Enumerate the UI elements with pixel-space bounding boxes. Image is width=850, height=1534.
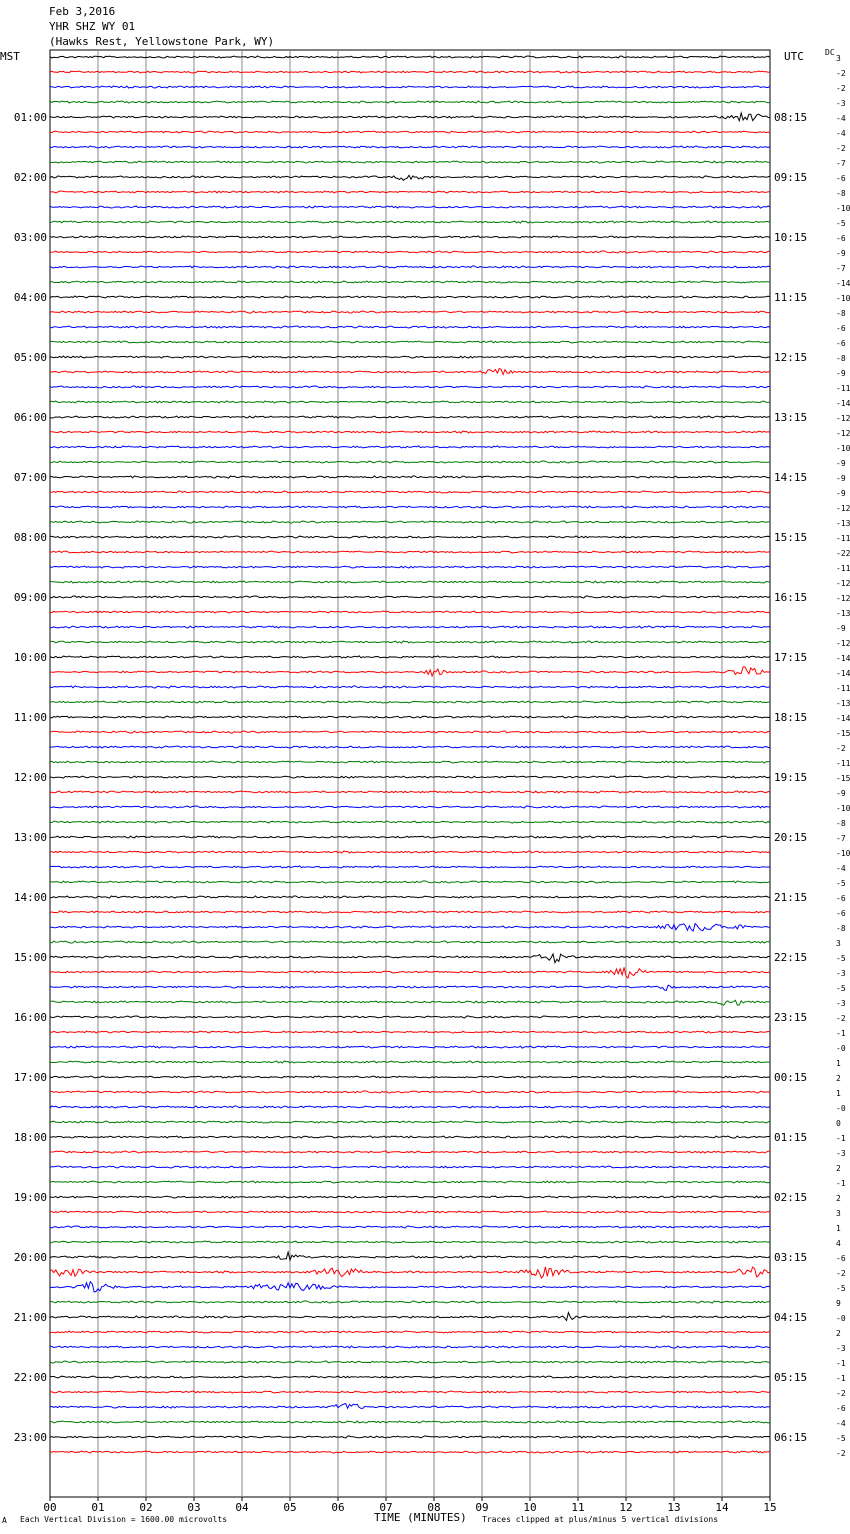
seismic-trace [50, 596, 770, 598]
right-hour-label: 23:15 [774, 1011, 808, 1024]
header-date: Feb 3,2016 [49, 5, 116, 18]
seismic-trace [50, 1181, 770, 1183]
seismic-trace [50, 1136, 770, 1138]
seismic-trace [50, 581, 770, 583]
seismic-trace [50, 1196, 770, 1198]
dc-offset-value: -12 [836, 414, 850, 423]
right-hour-label: 00:15 [774, 1071, 808, 1084]
dc-offset-value: -1 [836, 1374, 846, 1383]
seismic-trace [50, 746, 770, 748]
seismic-trace [50, 1301, 770, 1303]
seismic-trace [50, 236, 770, 238]
seismic-trace [50, 175, 770, 180]
seismic-trace [50, 101, 770, 103]
x-tick-label: 04 [235, 1501, 249, 1514]
dc-offset-value: -11 [836, 384, 850, 393]
seismic-trace [50, 1451, 770, 1453]
seismic-trace [50, 881, 770, 883]
seismic-trace [50, 821, 770, 823]
right-hour-label: 11:15 [774, 291, 808, 304]
dc-offset-value: 3 [836, 939, 841, 948]
seismic-trace [50, 1252, 770, 1260]
seismic-trace [50, 806, 770, 808]
right-hour-label: 10:15 [774, 231, 808, 244]
left-hour-label: 20:00 [13, 1251, 47, 1264]
dc-offset-value: -3 [836, 99, 846, 108]
dc-offset-value: -6 [836, 234, 846, 243]
dc-offset-value: -2 [836, 1014, 846, 1023]
dc-offset-value: -11 [836, 564, 850, 573]
seismic-trace [50, 851, 770, 853]
scale-marker: A [2, 1516, 7, 1525]
seismic-trace [50, 281, 770, 283]
seismic-trace [50, 446, 770, 448]
dc-offset-value: -13 [836, 699, 850, 708]
scale-note: Each Vertical Division = 1600.00 microvolts [20, 1515, 228, 1524]
seismic-trace [50, 1346, 770, 1348]
left-hour-label: 17:00 [13, 1071, 47, 1084]
dc-offset-value: -9 [836, 624, 846, 633]
dc-offset-value: -6 [836, 1404, 846, 1413]
seismic-trace [50, 113, 770, 121]
x-tick-label: 03 [187, 1501, 201, 1514]
left-hour-label: 03:00 [13, 231, 47, 244]
left-hour-label: 13:00 [13, 831, 47, 844]
dc-offset-value: 9 [836, 1299, 841, 1308]
seismic-trace [50, 667, 770, 676]
right-hour-label: 02:15 [774, 1191, 808, 1204]
seismic-trace [50, 1016, 770, 1018]
left-hour-label: 19:00 [13, 1191, 47, 1204]
dc-offset-value: -11 [836, 534, 850, 543]
right-hour-label: 05:15 [774, 1371, 808, 1384]
dc-offset-value: -11 [836, 759, 850, 768]
left-hour-label: 04:00 [13, 291, 47, 304]
trace-group [50, 56, 770, 1453]
dc-offset-value: -5 [836, 1434, 846, 1443]
left-hour-label: 18:00 [13, 1131, 47, 1144]
dc-offset-value: -14 [836, 399, 850, 408]
dc-offset-value: -14 [836, 669, 850, 678]
seismic-trace [50, 836, 770, 838]
dc-offset-value: -3 [836, 1149, 846, 1158]
seismic-trace [50, 521, 770, 523]
dc-offset-value: -2 [836, 744, 846, 753]
seismic-trace [50, 386, 770, 388]
seismic-trace [50, 1151, 770, 1153]
dc-offset-value: -9 [836, 474, 846, 483]
seismic-trace [50, 1046, 770, 1048]
dc-offset-value: -8 [836, 924, 846, 933]
dc-offset-value: -1 [836, 1134, 846, 1143]
dc-offset-value: -12 [836, 579, 850, 588]
left-hour-label: 16:00 [13, 1011, 47, 1024]
x-tick-label: 05 [283, 1501, 297, 1514]
seismic-trace [50, 954, 770, 963]
seismic-trace [50, 1267, 770, 1278]
dc-offset-header: DC [825, 48, 835, 57]
x-tick-label: 02 [139, 1501, 153, 1514]
header-location: (Hawks Rest, Yellowstone Park, WY) [49, 35, 275, 48]
left-hour-label: 11:00 [13, 711, 47, 724]
dc-offset-value: -3 [836, 1344, 846, 1353]
dc-offset-value: -2 [836, 1449, 846, 1458]
right-hour-label: 17:15 [774, 651, 808, 664]
seismic-trace [50, 626, 770, 628]
right-timezone-label: UTC [784, 50, 804, 63]
seismic-trace [50, 701, 770, 703]
seismic-trace [50, 1361, 770, 1363]
dc-offset-value: 4 [836, 1239, 841, 1248]
dc-offset-value: -13 [836, 609, 850, 618]
seismic-trace [50, 461, 770, 463]
dc-offset-value: -8 [836, 309, 846, 318]
dc-offset-value: -8 [836, 189, 846, 198]
seismic-trace [50, 56, 770, 58]
left-hour-label: 23:00 [13, 1431, 47, 1444]
left-hour-label: 22:00 [13, 1371, 47, 1384]
seismic-trace [50, 896, 770, 898]
dc-offset-value: -1 [836, 1359, 846, 1368]
x-tick-label: 09 [475, 1501, 489, 1514]
right-hour-label: 03:15 [774, 1251, 808, 1264]
seismic-trace [50, 191, 770, 193]
left-hour-label: 09:00 [13, 591, 47, 604]
dc-offset-value: -12 [836, 639, 850, 648]
dc-offset-value: -6 [836, 174, 846, 183]
seismic-trace [50, 431, 770, 433]
dc-offset-value: -6 [836, 339, 846, 348]
dc-offset-value: 1 [836, 1059, 841, 1068]
seismic-trace [50, 311, 770, 313]
x-axis-label: TIME (MINUTES) [374, 1511, 467, 1524]
left-hour-label: 01:00 [13, 111, 47, 124]
dc-offset-value: -6 [836, 1254, 846, 1263]
dc-offset-value: -5 [836, 219, 846, 228]
clip-note: Traces clipped at plus/minus 5 vertical divisions [482, 1515, 719, 1524]
x-tick-label: 11 [571, 1501, 585, 1514]
seismic-trace [50, 356, 770, 358]
right-hour-label: 22:15 [774, 951, 808, 964]
dc-offset-value: -10 [836, 294, 850, 303]
seismic-trace [50, 776, 770, 778]
dc-offset-value: -3 [836, 969, 846, 978]
seismic-trace [50, 1331, 770, 1333]
right-hour-label: 08:15 [774, 111, 808, 124]
seismic-trace [50, 1241, 770, 1243]
left-hour-label: 05:00 [13, 351, 47, 364]
dc-offset-value: -4 [836, 1419, 846, 1428]
dc-offset-value: -14 [836, 654, 850, 663]
dc-offset-value: -0 [836, 1314, 846, 1323]
seismic-trace [50, 251, 770, 253]
seismic-trace [50, 1106, 770, 1108]
seismic-trace [50, 341, 770, 343]
dc-offset-value: -0 [836, 1104, 846, 1113]
x-tick-label: 00 [43, 1501, 57, 1514]
seismic-trace [50, 1421, 770, 1423]
dc-offset-value: -9 [836, 489, 846, 498]
right-hour-label: 16:15 [774, 591, 808, 604]
dc-offset-value: 3 [836, 54, 841, 63]
seismic-trace [50, 476, 770, 478]
label-group [14, 54, 850, 1514]
left-timezone-label: MST [0, 50, 20, 63]
seismic-trace [50, 491, 770, 493]
seismic-trace [50, 1226, 770, 1228]
seismic-trace [50, 791, 770, 793]
dc-offset-value: -2 [836, 144, 846, 153]
x-tick-label: 08 [427, 1501, 441, 1514]
dc-offset-value: 3 [836, 1209, 841, 1218]
seismic-trace [50, 1436, 770, 1438]
left-hour-label: 10:00 [13, 651, 47, 664]
dc-offset-value: -11 [836, 684, 850, 693]
seismic-trace [50, 641, 770, 643]
dc-offset-value: -12 [836, 504, 850, 513]
dc-offset-value: -1 [836, 1029, 846, 1038]
x-tick-label: 01 [91, 1501, 105, 1514]
left-hour-label: 12:00 [13, 771, 47, 784]
seismic-trace [50, 71, 770, 73]
right-hour-label: 09:15 [774, 171, 808, 184]
dc-offset-value: 2 [836, 1329, 841, 1338]
seismic-trace [50, 1166, 770, 1168]
right-hour-label: 14:15 [774, 471, 808, 484]
header-station: YHR SHZ WY 01 [49, 20, 136, 33]
seismic-trace [50, 1376, 770, 1378]
dc-offset-value: -2 [836, 69, 846, 78]
right-hour-label: 06:15 [774, 1431, 808, 1444]
dc-offset-value: -9 [836, 249, 846, 258]
seismic-trace [50, 941, 770, 943]
dc-offset-value: -6 [836, 894, 846, 903]
dc-offset-value: -3 [836, 999, 846, 1008]
dc-offset-value: -4 [836, 114, 846, 123]
seismic-trace [50, 536, 770, 538]
seismic-trace [50, 566, 770, 568]
dc-offset-value: 2 [836, 1074, 841, 1083]
right-hour-label: 12:15 [774, 351, 808, 364]
seismic-trace [50, 206, 770, 208]
right-hour-label: 19:15 [774, 771, 808, 784]
seismic-trace [50, 1404, 770, 1409]
seismic-trace [50, 1000, 770, 1005]
x-tick-label: 15 [763, 1501, 777, 1514]
left-hour-label: 07:00 [13, 471, 47, 484]
seismic-trace [50, 911, 770, 913]
dc-offset-value: -2 [836, 1269, 846, 1278]
dc-offset-value: -0 [836, 1044, 846, 1053]
right-hour-label: 01:15 [774, 1131, 808, 1144]
right-hour-label: 13:15 [774, 411, 808, 424]
dc-offset-value: -12 [836, 594, 850, 603]
right-hour-label: 04:15 [774, 1311, 808, 1324]
seismic-trace [50, 416, 770, 418]
dc-offset-value: -14 [836, 279, 850, 288]
dc-offset-value: -14 [836, 714, 850, 723]
seismic-trace [50, 1313, 770, 1321]
x-tick-label: 07 [379, 1501, 393, 1514]
seismic-trace [50, 1076, 770, 1078]
seismic-trace [50, 296, 770, 298]
x-tick-label: 12 [619, 1501, 633, 1514]
dc-offset-value: -5 [836, 1284, 846, 1293]
seismic-trace [50, 1121, 770, 1123]
dc-offset-value: -1 [836, 1179, 846, 1188]
dc-offset-value: -10 [836, 804, 850, 813]
x-tick-label: 14 [715, 1501, 729, 1514]
dc-offset-value: -5 [836, 954, 846, 963]
dc-offset-value: -7 [836, 834, 846, 843]
dc-offset-value: -8 [836, 354, 846, 363]
seismic-trace [50, 131, 770, 133]
dc-offset-value: -9 [836, 789, 846, 798]
dc-offset-value: -4 [836, 129, 846, 138]
seismic-trace [50, 1061, 770, 1063]
dc-offset-value: -10 [836, 849, 850, 858]
seismic-trace [50, 326, 770, 328]
x-tick-label: 10 [523, 1501, 537, 1514]
right-hour-label: 18:15 [774, 711, 808, 724]
left-hour-label: 06:00 [13, 411, 47, 424]
seismic-trace [50, 401, 770, 403]
seismic-trace [50, 1091, 770, 1093]
dc-offset-value: -4 [836, 864, 846, 873]
dc-offset-value: -15 [836, 774, 850, 783]
seismic-trace [50, 1282, 770, 1292]
dc-offset-value: -15 [836, 729, 850, 738]
dc-offset-value: -7 [836, 159, 846, 168]
seismic-trace [50, 146, 770, 148]
dc-offset-value: -9 [836, 369, 846, 378]
dc-offset-value: -13 [836, 519, 850, 528]
seismic-trace [50, 1031, 770, 1033]
seismic-trace [50, 551, 770, 553]
seismic-trace [50, 369, 770, 375]
dc-offset-value: -12 [836, 429, 850, 438]
dc-offset-value: -2 [836, 1389, 846, 1398]
left-hour-label: 08:00 [13, 531, 47, 544]
left-hour-label: 02:00 [13, 171, 47, 184]
seismic-trace [50, 266, 770, 268]
seismic-trace [50, 221, 770, 223]
dc-offset-value: -22 [836, 549, 850, 558]
dc-offset-value: -10 [836, 204, 850, 213]
seismic-trace [50, 924, 770, 931]
seismic-trace [50, 985, 770, 990]
seismic-trace [50, 716, 770, 718]
dc-offset-value: -7 [836, 264, 846, 273]
dc-offset-value: 1 [836, 1089, 841, 1098]
dc-offset-value: 0 [836, 1119, 841, 1128]
left-hour-label: 15:00 [13, 951, 47, 964]
dc-offset-value: 1 [836, 1224, 841, 1233]
seismic-trace [50, 1211, 770, 1213]
left-hour-label: 14:00 [13, 891, 47, 904]
right-hour-label: 15:15 [774, 531, 808, 544]
dc-offset-value: -2 [836, 84, 846, 93]
seismic-trace [50, 161, 770, 163]
seismic-trace [50, 686, 770, 688]
seismic-trace [50, 866, 770, 868]
seismic-trace [50, 506, 770, 508]
dc-offset-value: -6 [836, 909, 846, 918]
seismic-trace [50, 967, 770, 978]
seismic-trace [50, 1391, 770, 1393]
dc-offset-value: -5 [836, 879, 846, 888]
seismic-trace [50, 761, 770, 763]
left-hour-label: 21:00 [13, 1311, 47, 1324]
dc-offset-value: 2 [836, 1194, 841, 1203]
right-hour-label: 21:15 [774, 891, 808, 904]
seismic-trace [50, 86, 770, 88]
seismic-trace [50, 611, 770, 613]
dc-offset-value: -8 [836, 819, 846, 828]
dc-offset-value: -10 [836, 444, 850, 453]
seismic-trace [50, 656, 770, 658]
dc-offset-value: 2 [836, 1164, 841, 1173]
seismic-trace [50, 731, 770, 733]
x-tick-label: 06 [331, 1501, 345, 1514]
dc-offset-value: -5 [836, 984, 846, 993]
dc-offset-value: -9 [836, 459, 846, 468]
x-tick-label: 13 [667, 1501, 681, 1514]
right-hour-label: 20:15 [774, 831, 808, 844]
dc-offset-value: -6 [836, 324, 846, 333]
